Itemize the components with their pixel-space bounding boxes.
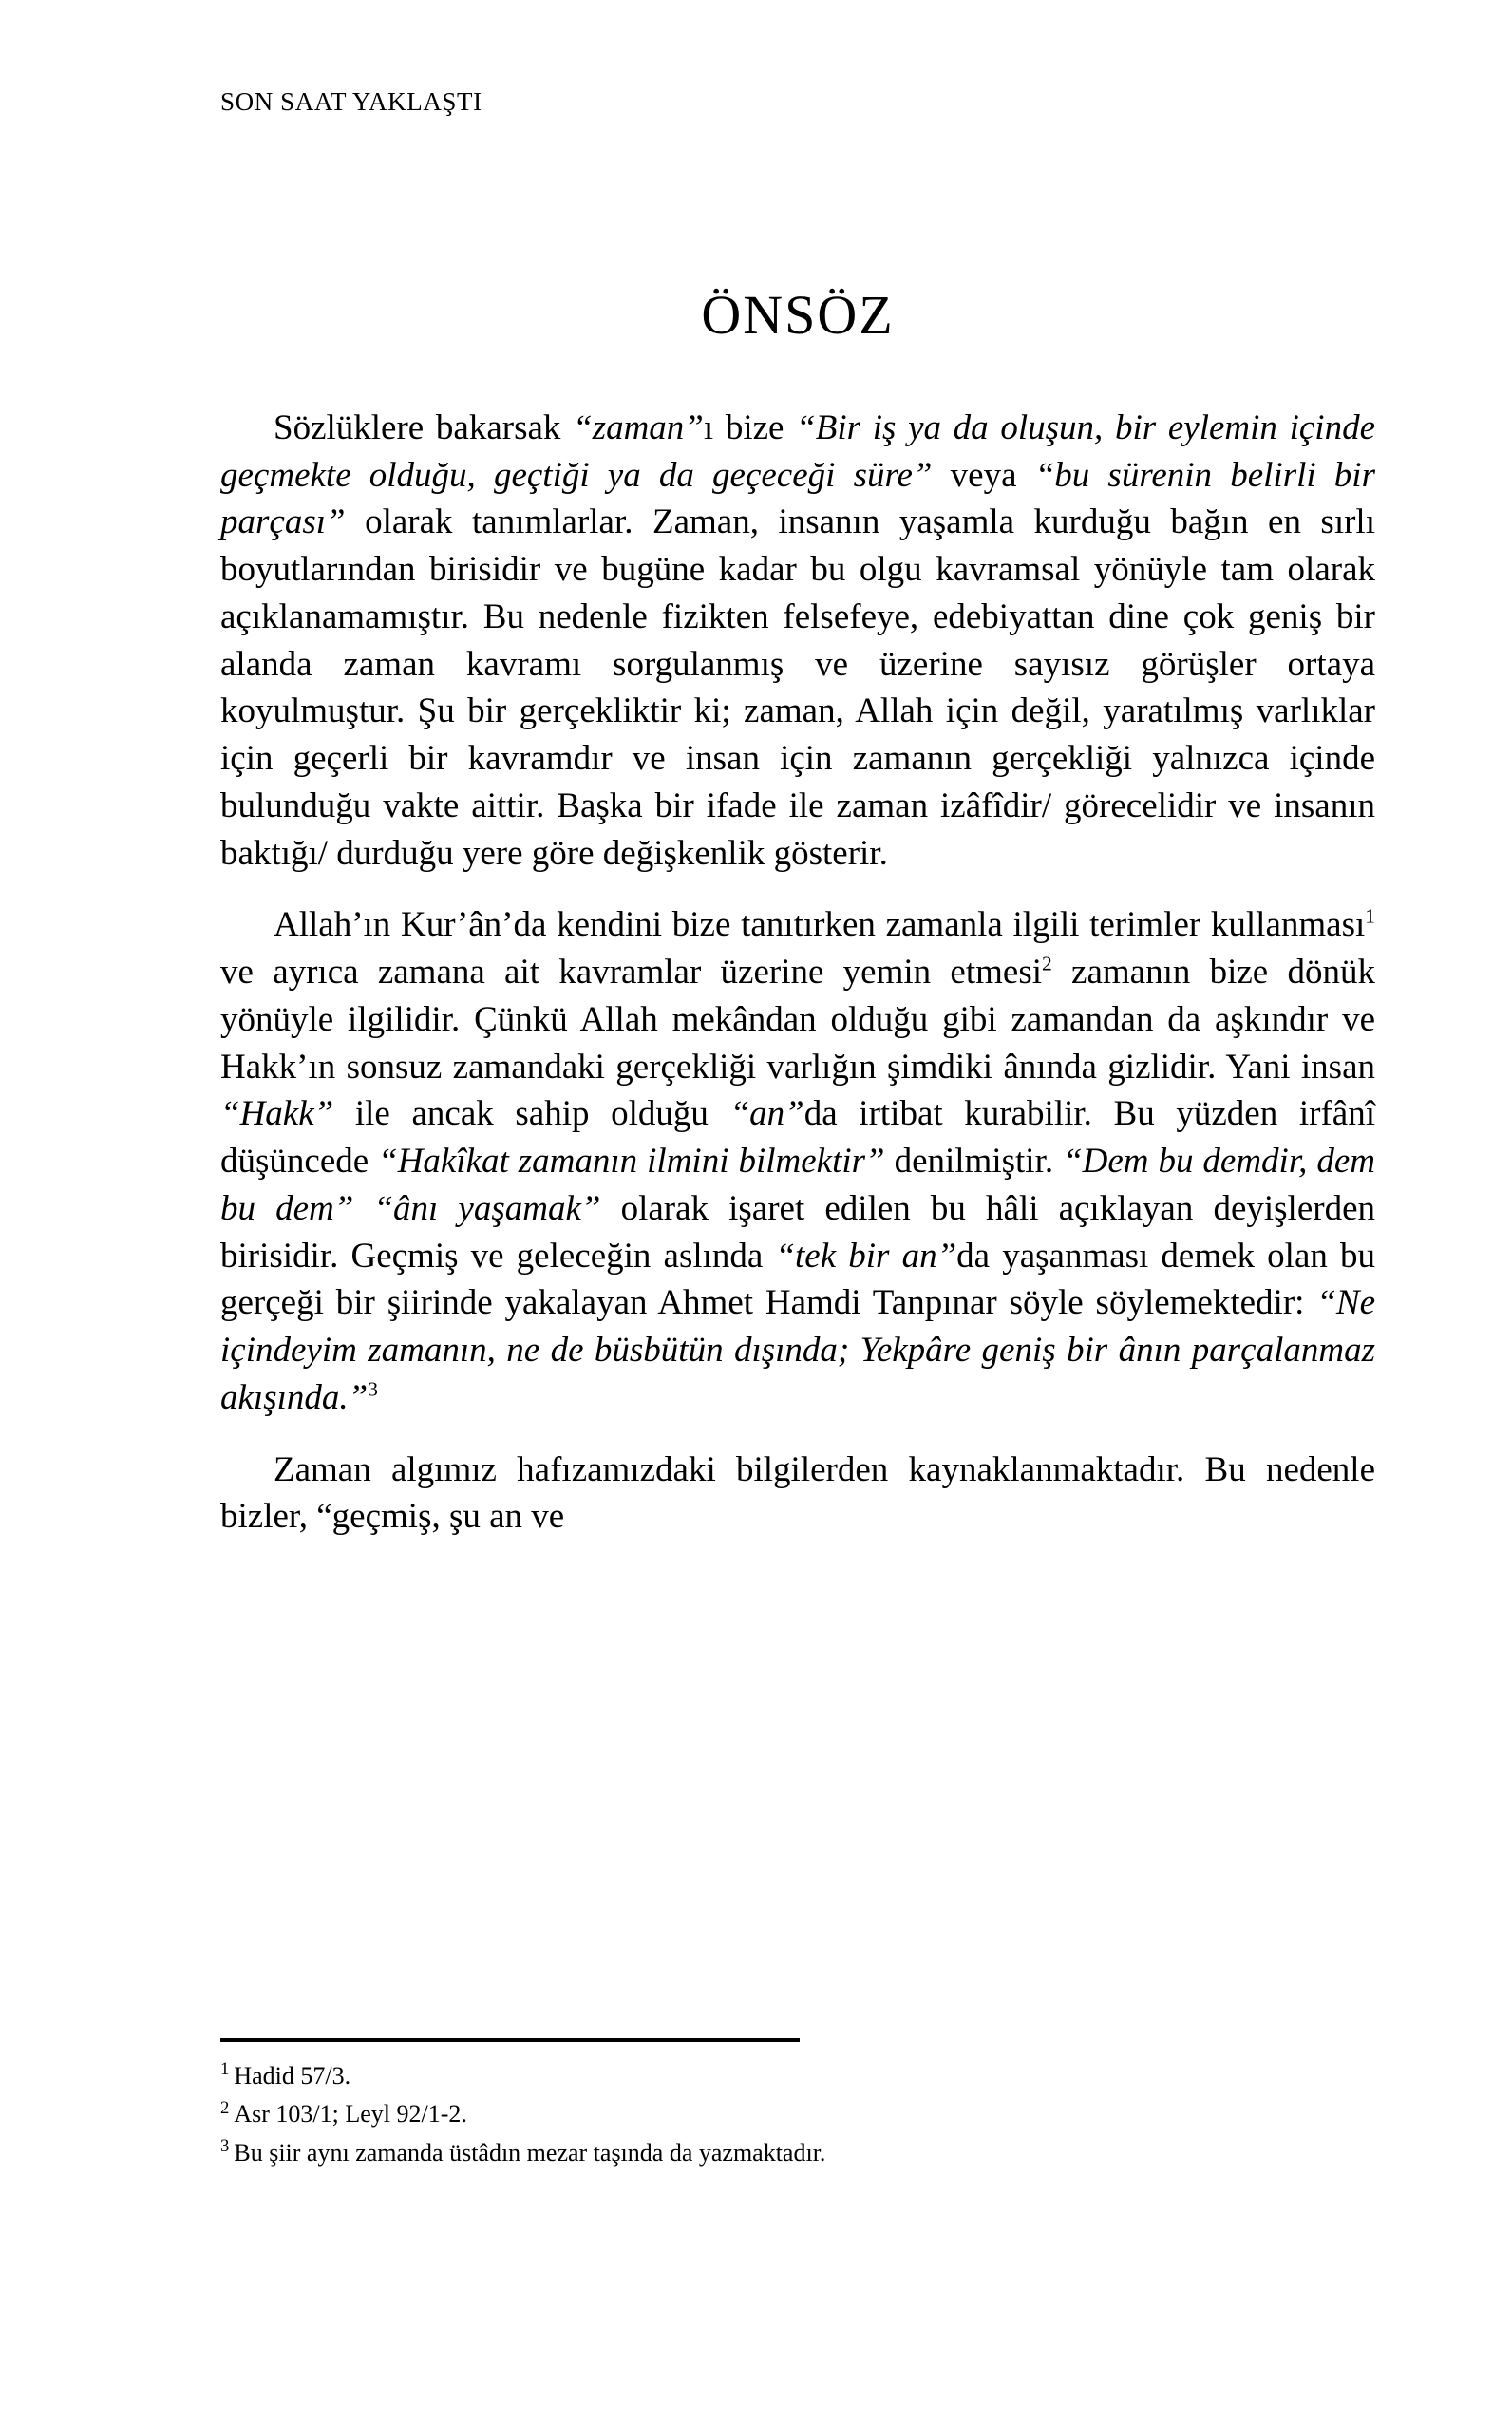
body-text: olarak işaret edilen bu hâli açıklayan deyişlerden birisidir. Geçmiş ve geleceğin aslında — [220, 1188, 1375, 1276]
quoted-italic-text: “Hakk” — [220, 1094, 334, 1134]
footnote-separator-rule — [220, 2038, 800, 2042]
page-title: ÖNSÖZ — [701, 284, 895, 346]
body-text: zamanın bize dönük yönüyle ilgilidir. Çünkü Allah mekândan olduğu gibi zamandan da aşkındır ve Hakk’ın sonsuz zamandaki gerçekliği varlığın şimdiki ânında gizlidir. Yani insan — [220, 953, 1375, 1087]
paragraph-2 — [220, 901, 1375, 1421]
footnote-marker[interactable]: 1 — [1365, 904, 1375, 928]
footnote-item — [220, 2134, 1375, 2172]
footnote-number: 2 — [220, 2097, 230, 2118]
body-text: denilmiştir. — [884, 1142, 1064, 1182]
body-text: Zaman algımız hafızamızdaki bilgilerden kaynaklanmaktadır. Bu nedenle bizler, “geçmiş, şu an ve — [220, 1449, 1375, 1537]
quoted-italic-text: “bu sürenin belirli bir parçası” — [220, 455, 1375, 542]
running-head: SON SAAT YAKLAŞTI — [220, 87, 482, 116]
quoted-italic-text: “ânı yaşamak” — [373, 1188, 601, 1228]
body-text — [353, 1189, 373, 1228]
body-text: ve ayrıca zamana ait kavramlar üzerine yemin etmesi — [220, 953, 1043, 993]
body-text: veya — [932, 455, 1035, 495]
footnote-item — [220, 2095, 1375, 2133]
footnote-item — [220, 2057, 1375, 2095]
footnote-text: Hadid 57/3. — [234, 2062, 351, 2090]
quoted-italic-text: “zaman” — [573, 407, 704, 447]
body-text: ile ancak sahip olduğu — [333, 1094, 730, 1134]
body-text: ı bize — [703, 407, 797, 447]
quoted-italic-text: “Dem bu demdir, dem bu dem” — [220, 1142, 1375, 1228]
body-text: da yaşanması demek olan bu gerçeği bir şiirinde yakalayan Ahmet Hamdi Tanpınar söyle söylemektedir: — [220, 1236, 1375, 1323]
body-text: Sözlüklere bakarsak — [274, 407, 574, 447]
quoted-italic-text: “Bir iş ya da oluşun, bir eylemin içinde geçmekte olduğu, geçtiği ya da geçeceği süre” — [220, 407, 1375, 495]
body-text: da irtibat kurabilir. Bu yüzden irfânî düşüncede — [220, 1094, 1375, 1182]
page-body — [220, 285, 1375, 1541]
body-text: Allah’ın Kur’ân’da kendini bize tanıtırken zamanla ilgili terimler kullanması — [274, 905, 1366, 945]
paragraph-3 — [220, 1447, 1375, 1542]
footnote-marker[interactable]: 3 — [368, 1377, 378, 1401]
footnote-text: Asr 103/1; Leyl 92/1-2. — [234, 2100, 467, 2129]
footnote-list — [220, 2057, 1375, 2172]
footnote-number: 1 — [220, 2059, 230, 2080]
footnote-area — [220, 2038, 1375, 2172]
quoted-italic-text: “an” — [729, 1094, 804, 1134]
body-text: olarak tanımlarlar. Zaman, insanın yaşamla kurduğu bağın en sırlı boyutlarından birisidir ve bugüne kadar bu olgu kavramsal yönüyle tam olarak açıklanamamıştır. Bu nedenle fizikten felsefeye, edebiyattan dine çok geniş bir alanda zaman kavramı sorgulanmış ve üzerine sayısız görüşler ortaya koyulmuştur. Şu bir gerçekliktir ki; zaman, Allah için değil, yaratılmış varlıklar için geçerli bir kavramdır ve insan için zamanın gerçekliği yalnızca içinde bulunduğu vakte aittir. Başka bir ifade ile zaman izâfîdir/ görecelidir ve insanın baktığı/ durduğu yere göre değişkenlik gösterir. — [220, 502, 1375, 873]
footnote-marker[interactable]: 2 — [1042, 952, 1052, 975]
footnote-number: 3 — [220, 2135, 230, 2156]
footnote-text: Bu şiir aynı zamanda üstâdın mezar taşında da yazmaktadır. — [234, 2138, 826, 2167]
quoted-italic-text: “Ne içindeyim zamanın, ne de büsbütün dışında; Yekpâre geniş bir ânın parçalanmaz akışında.” — [220, 1283, 1375, 1417]
quoted-italic-text: “Hakîkat zamanın ilmini bilmektir” — [378, 1142, 885, 1182]
paragraph-1 — [220, 405, 1375, 878]
quoted-italic-text: “tek bir an” — [775, 1236, 957, 1276]
